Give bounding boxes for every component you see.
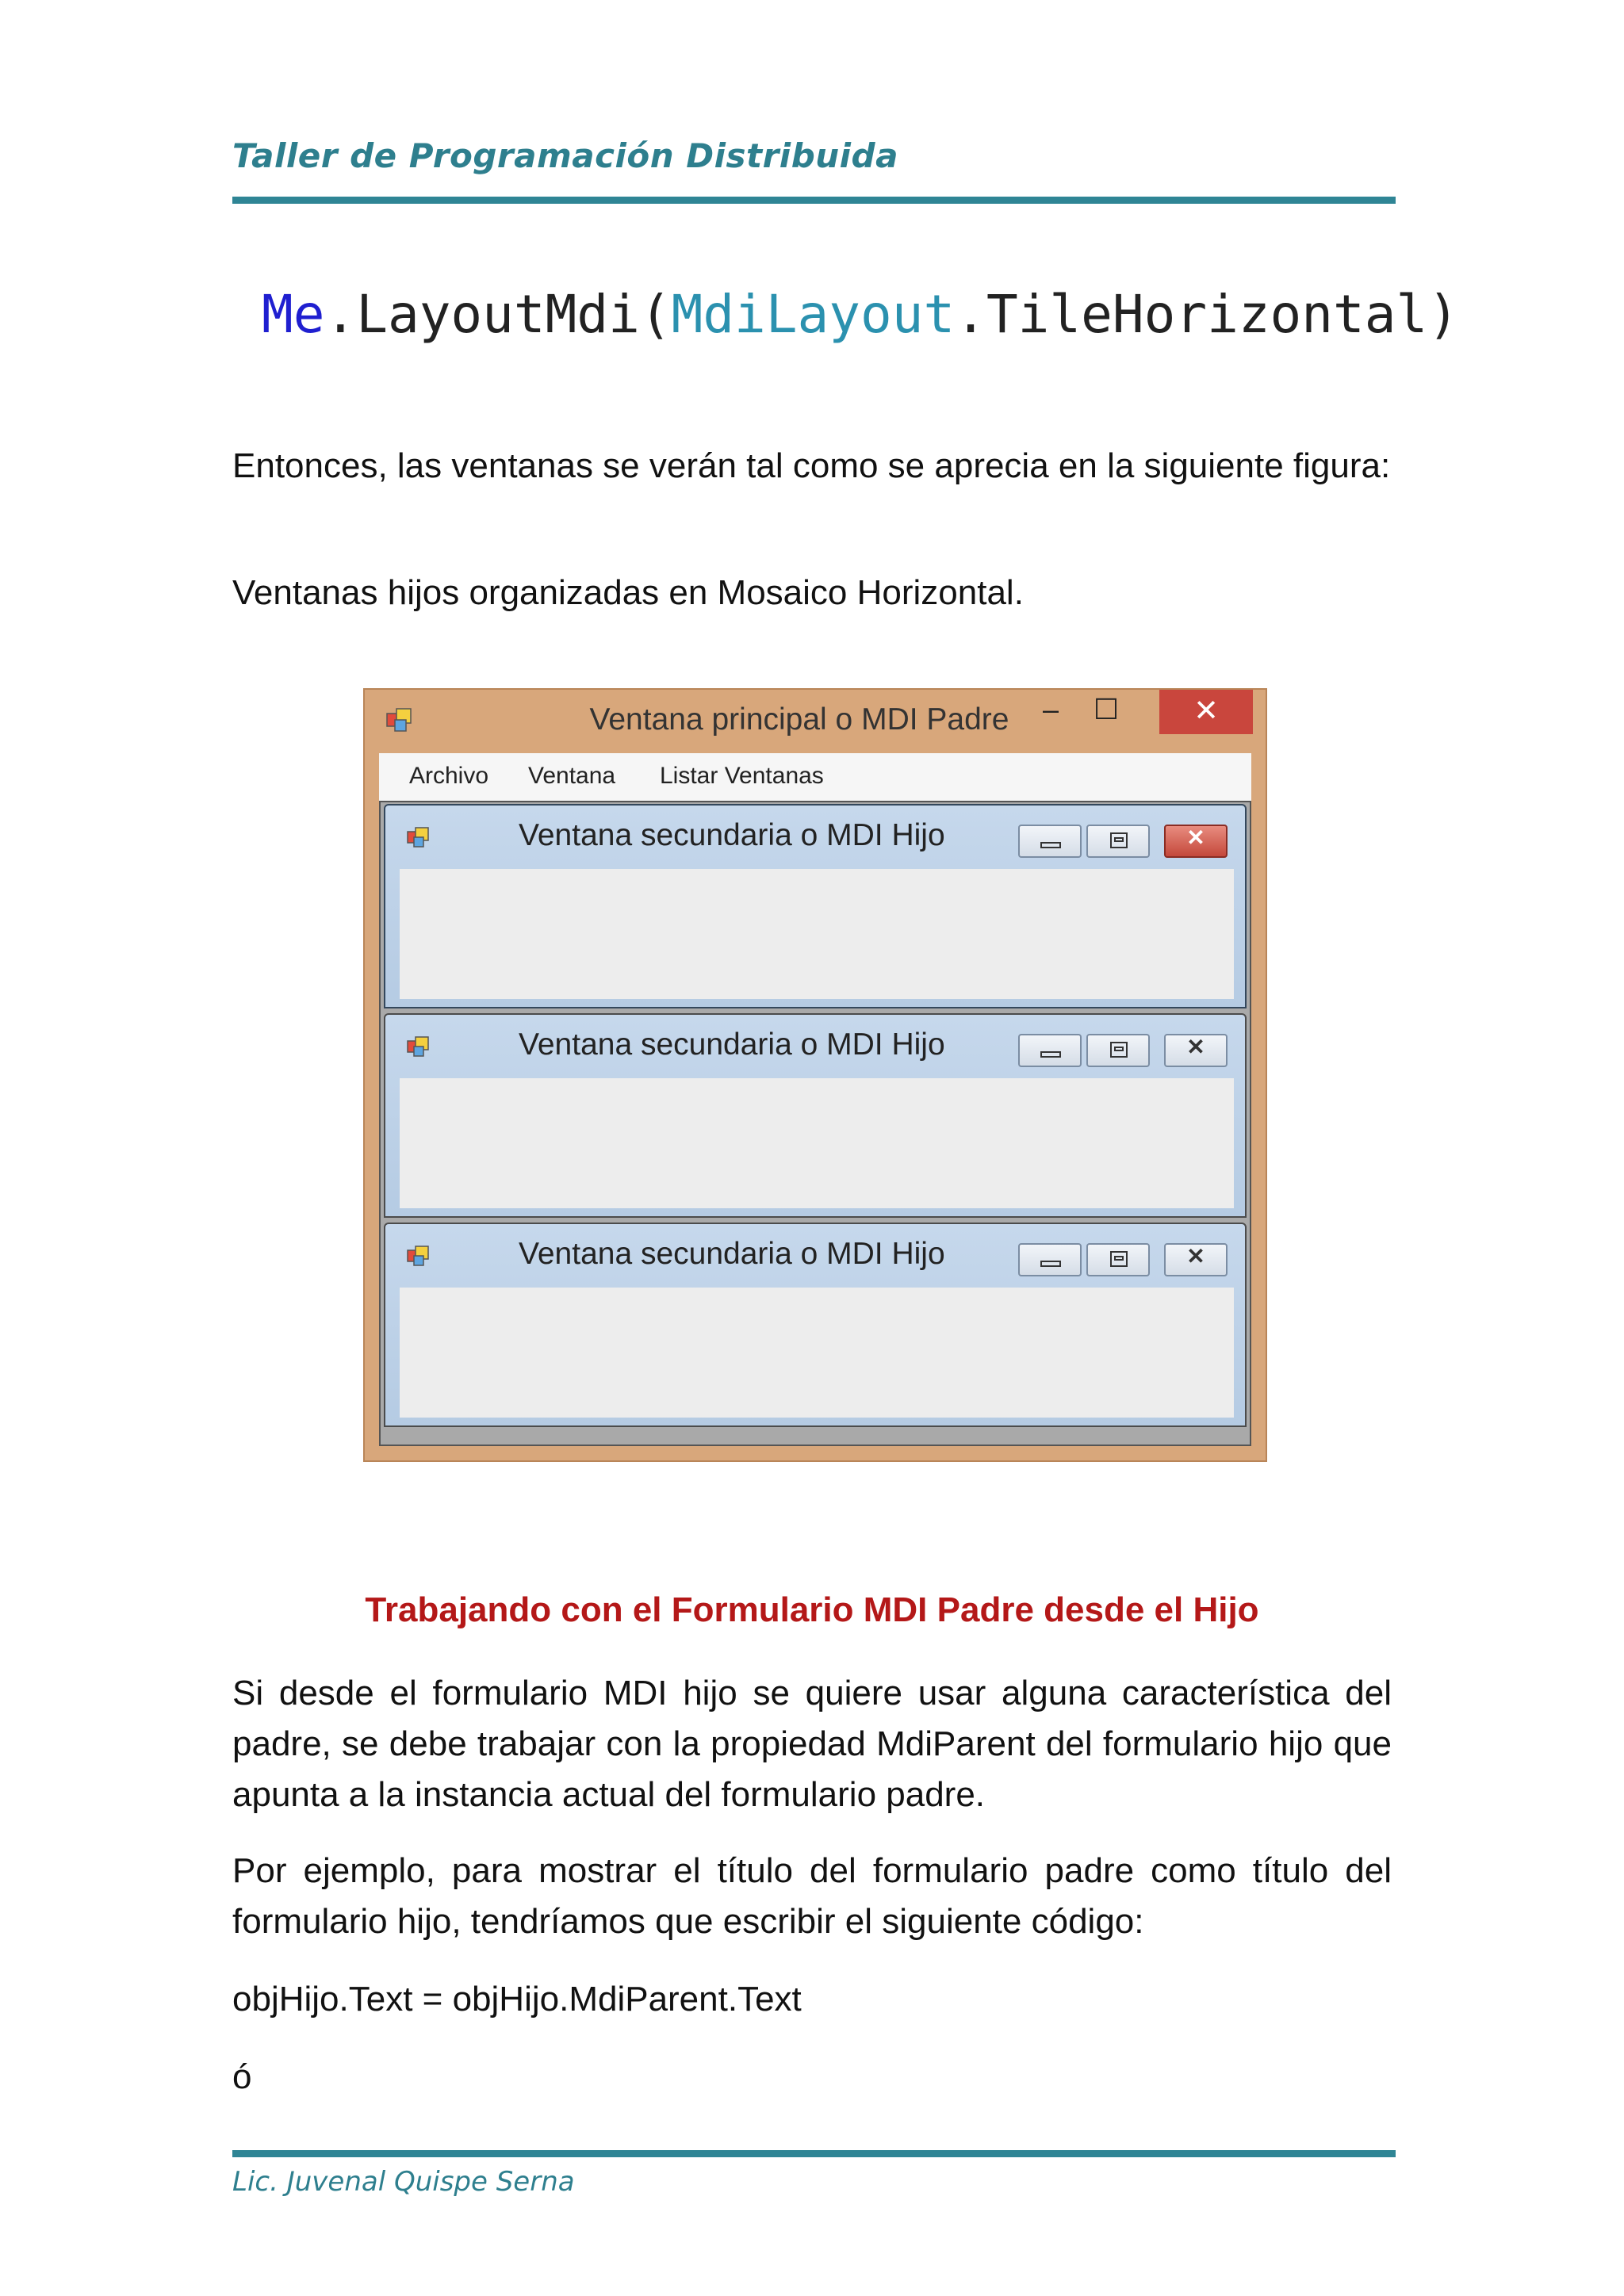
mdi-child-window[interactable]: [384, 1223, 1247, 1427]
footer-rule: [232, 2150, 1396, 2157]
header-rule: [232, 197, 1396, 204]
menu-item-archivo[interactable]: Archivo: [409, 763, 489, 789]
minimize-icon: [1040, 1261, 1061, 1267]
mdi-titlebar: [365, 690, 1266, 752]
code-keyword: Me: [262, 284, 325, 345]
close-icon: ✕: [1186, 825, 1205, 850]
mdi-child-window[interactable]: [384, 804, 1247, 1008]
section-heading: Trabajando con el Formulario MDI Padre desde el Hijo: [365, 1590, 1259, 1629]
child-client-area: [400, 869, 1234, 999]
child-restore-button[interactable]: [1086, 825, 1150, 858]
child-close-button[interactable]: [1164, 825, 1228, 858]
restore-icon: [1110, 1251, 1128, 1267]
code-snippet: [262, 284, 1459, 345]
paragraph-intro: Entonces, las ventanas se verán tal como se aprecia en la siguiente figura:: [232, 446, 1391, 485]
code-type: MdiLayout: [671, 284, 956, 345]
paragraph-example: Por ejemplo, para mostrar el título del formulario padre como título del formulario hijo, tendríamos que escribir el siguiente código:: [232, 1851, 1392, 1941]
menu-item-ventana[interactable]: Ventana: [528, 763, 616, 789]
menu-bar: [379, 753, 1251, 801]
minimize-icon: [1040, 842, 1061, 848]
child-client-area: [400, 1078, 1234, 1208]
child-restore-button[interactable]: [1086, 1034, 1150, 1067]
child-app-icon: [406, 826, 431, 850]
child-close-button[interactable]: [1164, 1034, 1228, 1067]
mdi-parent-window: [363, 688, 1267, 1462]
footer-author: Lic. Juvenal Quispe Serna: [232, 2166, 575, 2198]
figure-caption: Ventanas hijos organizadas en Mosaico Horizontal.: [232, 573, 1024, 612]
child-minimize-button[interactable]: [1018, 825, 1082, 858]
minimize-icon: [1040, 1051, 1061, 1058]
child-app-icon: [406, 1245, 431, 1269]
menu-item-listar-ventanas[interactable]: Listar Ventanas: [660, 763, 824, 789]
restore-icon: [1110, 832, 1128, 848]
child-minimize-button[interactable]: [1018, 1034, 1082, 1067]
child-minimize-button[interactable]: [1018, 1243, 1082, 1276]
alternative-marker: ó: [232, 2057, 252, 2096]
child-window-title: Ventana secundaria o MDI Hijo: [519, 1027, 945, 1062]
child-client-area: [400, 1288, 1234, 1418]
child-titlebar[interactable]: [385, 1224, 1245, 1284]
mdi-window-title: Ventana principal o MDI Padre: [589, 702, 1009, 737]
maximize-button[interactable]: ☐: [1093, 693, 1120, 725]
close-button[interactable]: ✕: [1159, 690, 1253, 734]
restore-icon: [1110, 1042, 1128, 1058]
paragraph-mdiparent: Si desde el formulario MDI hijo se quiere usar alguna característica del padre, se debe trabajar con la propiedad MdiParent del formulario hijo que apunta a la instancia actual del formulario padre.: [232, 1674, 1392, 1814]
mdi-client-area: [379, 801, 1251, 1446]
child-close-button[interactable]: [1164, 1243, 1228, 1276]
code-example: objHijo.Text = objHijo.MdiParent.Text: [232, 1980, 802, 2019]
minimize-button[interactable]: –: [1042, 693, 1059, 725]
child-app-icon: [406, 1035, 431, 1059]
child-restore-button[interactable]: [1086, 1243, 1150, 1276]
child-window-title: Ventana secundaria o MDI Hijo: [519, 818, 945, 852]
header-title: Taller de Programación Distribuida: [232, 136, 898, 175]
close-icon: ✕: [1186, 1035, 1205, 1059]
child-titlebar[interactable]: [385, 1015, 1245, 1075]
code-member: .TileHorizontal): [955, 284, 1459, 345]
mdi-child-window[interactable]: [384, 1013, 1247, 1218]
child-titlebar[interactable]: [385, 806, 1245, 866]
close-icon: ✕: [1186, 1244, 1205, 1269]
child-window-title: Ventana secundaria o MDI Hijo: [519, 1237, 945, 1271]
code-call: .LayoutMdi(: [324, 284, 672, 345]
